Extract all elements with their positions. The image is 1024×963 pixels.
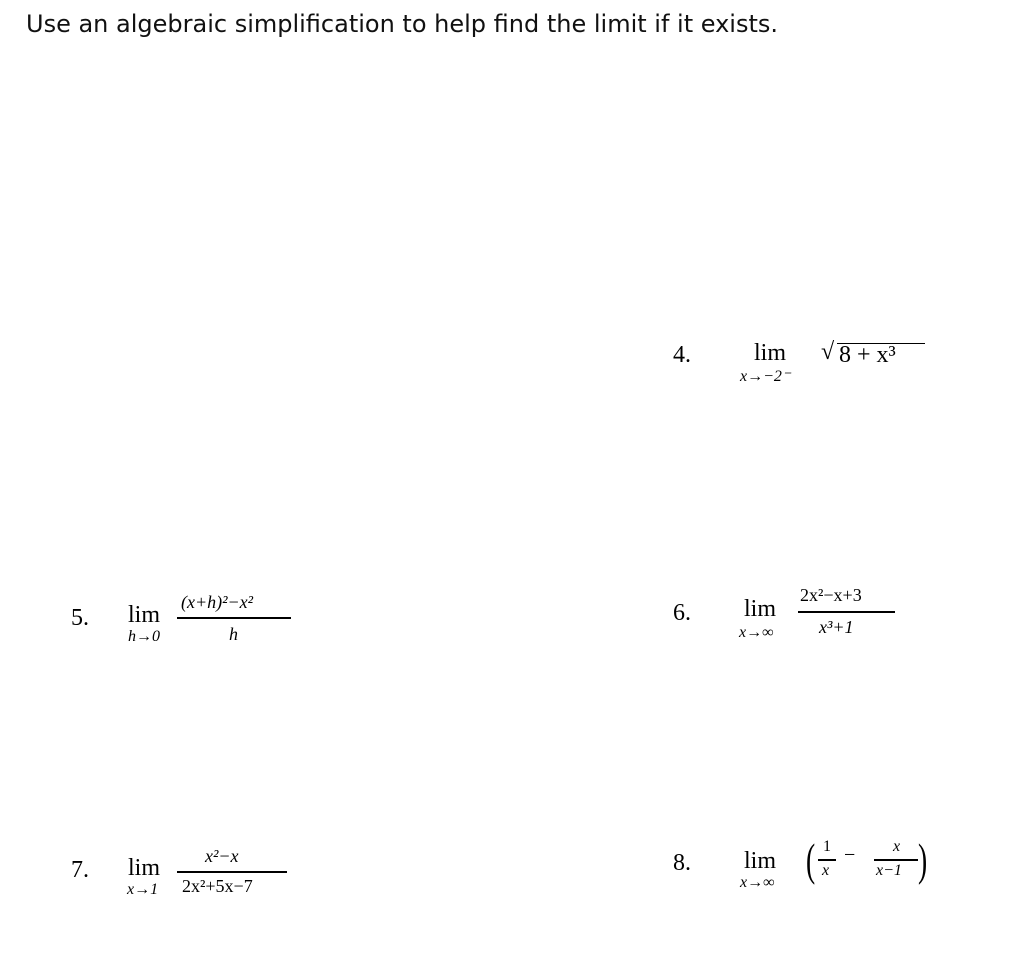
problem-number: 6. bbox=[673, 600, 691, 626]
fraction-denominator: x³+1 bbox=[819, 617, 854, 637]
fraction2-denominator: x−1 bbox=[876, 862, 902, 879]
sqrt-symbol: √ bbox=[821, 339, 835, 365]
right-parenthesis: ) bbox=[918, 834, 928, 885]
fraction-numerator: 2x²−x+3 bbox=[800, 585, 862, 605]
limit-approach: h→0 bbox=[128, 628, 160, 645]
lim-operator: lim bbox=[128, 855, 161, 881]
lim-operator: lim bbox=[744, 848, 777, 874]
lim-operator: lim bbox=[744, 596, 777, 622]
limit-approach: x→1 bbox=[127, 881, 159, 898]
lim-operator: lim bbox=[754, 340, 787, 366]
fraction-denominator: 2x²+5x−7 bbox=[182, 876, 253, 896]
fraction2-bar bbox=[874, 859, 918, 861]
fraction1-bar bbox=[818, 859, 836, 861]
sqrt-radicand: 8 + x³ bbox=[839, 342, 896, 368]
limit-approach: x→∞ bbox=[739, 624, 774, 641]
limit-approach: x→∞ bbox=[740, 874, 775, 891]
fraction2-numerator: x bbox=[893, 838, 901, 855]
fraction-bar bbox=[177, 871, 287, 873]
fraction-bar bbox=[177, 617, 291, 619]
problem-number: 4. bbox=[673, 342, 691, 368]
problem-number: 7. bbox=[71, 857, 89, 883]
problem-number: 8. bbox=[673, 850, 691, 876]
lim-operator: lim bbox=[128, 602, 161, 628]
fraction-numerator: (x+h)²−x² bbox=[181, 592, 254, 612]
limit-approach: x→−2⁻ bbox=[740, 368, 791, 385]
instruction-text: Use an algebraic simplification to help find the limit if it exists. bbox=[26, 10, 779, 38]
fraction-numerator: x²−x bbox=[205, 846, 239, 866]
problem-number: 5. bbox=[71, 605, 89, 631]
fraction-denominator: h bbox=[229, 624, 238, 644]
minus-sign: − bbox=[844, 844, 856, 866]
fraction1-denominator: x bbox=[822, 862, 830, 879]
fraction-bar bbox=[798, 611, 895, 613]
fraction1-numerator: 1 bbox=[823, 838, 831, 855]
left-parenthesis: ( bbox=[806, 834, 816, 885]
